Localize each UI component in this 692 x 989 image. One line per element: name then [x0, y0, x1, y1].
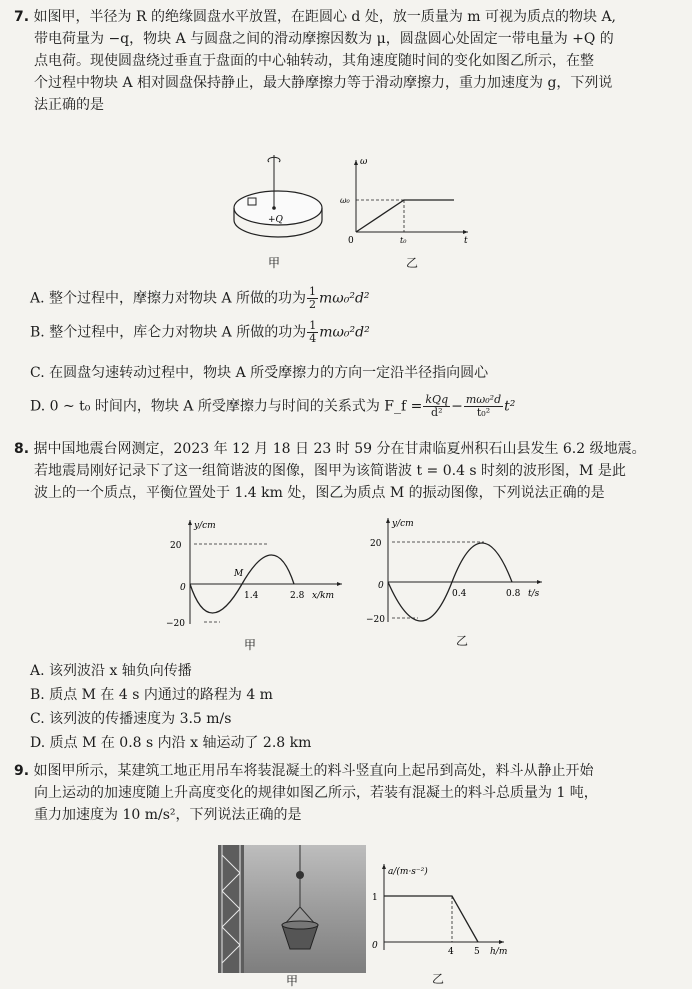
q8-line-2: 若地震局刚好记录下了这一组简谐波的图像，图甲为该简谐波 t = 0.4 s 时刻的波形图，M 是此 [34, 463, 626, 479]
x2-label: 2.8 [290, 591, 305, 601]
q8-figure-jia-waveform [164, 512, 354, 632]
q7-figure-yi-caption: 乙 [406, 256, 419, 270]
q7-line-2: 带电荷量为 −q，物块 A 与圆盘之间的滑动摩擦因数为 μ，圆盘圆心处固定一带电量为 +Q 的 [34, 31, 614, 47]
question-8-stem [14, 438, 684, 504]
q7-option-c: C. 在圆盘匀速转动过程中，物块 A 所受摩擦力的方向一定沿半径指向圆心 [30, 365, 489, 381]
fraction: $\frac{1}{4}$ [309, 319, 317, 345]
q7-line-4: 个过程中物块 A 相对圆盘保持静止，最大静摩擦力等于滑动摩擦力，重力加速度为 g，下列说 [34, 75, 613, 91]
question-9-stem [14, 760, 684, 826]
ylabel: y/cm [392, 519, 414, 529]
q8-figure-yi-vibration [366, 510, 556, 630]
y-top-label: 20 [170, 541, 182, 551]
y-bottom-label: −20 [166, 619, 185, 629]
t0-label: t₀ [400, 236, 407, 245]
y-top-label: 20 [370, 539, 382, 549]
question-number: 8. [14, 441, 30, 457]
ylabel: y/cm [194, 521, 216, 531]
q9-line-1: 9. 如图甲所示，某建筑工地正用吊车将装混凝土的料斗竖直向上起吊到高处，料斗从静止开始 [14, 763, 594, 779]
charge-label: +Q [268, 215, 283, 225]
y-bottom-label: −20 [366, 615, 385, 625]
question-7-stem [14, 6, 684, 116]
origin-label: 0 [378, 581, 384, 591]
x1-label: 0.4 [452, 589, 467, 599]
xlabel: h/m [490, 947, 508, 957]
axis-omega: ω [360, 157, 368, 167]
q8-option-c: C. 该列波的传播速度为 3.5 m/s [30, 711, 232, 727]
q7-line-5: 法正确的是 [34, 97, 104, 113]
q7-line-1: 7. 如图甲，半径为 R 的绝缘圆盘水平放置，在距圆心 d 处，放一质量为 m 可视为质点的物块 A, [14, 9, 617, 25]
q9-figure-jia-caption: 甲 [286, 974, 299, 988]
y1-label: 1 [372, 893, 378, 903]
q7-figure-jia-disk [228, 150, 328, 250]
question-number: 9. [14, 763, 30, 779]
q9-line-3: 重力加速度为 10 m/s²，下列说法正确的是 [34, 807, 302, 823]
xlabel: x/km [312, 591, 335, 601]
origin-label: 0 [372, 941, 378, 951]
question-number: 7. [14, 9, 30, 25]
q9-figure-jia-photo [218, 845, 366, 973]
x2-label: 0.8 [506, 589, 521, 599]
q8-option-b: B. 质点 M 在 4 s 内通过的路程为 4 m [30, 687, 273, 703]
x2-label: 5 [474, 947, 480, 957]
q8-option-d: D. 质点 M 在 0.8 s 内沿 x 轴运动了 2.8 km [30, 735, 312, 751]
fraction: $\frac{\text{mω₀²d}}{\text{t₀²}}$ [465, 393, 502, 419]
q9-figure-yi-caption: 乙 [432, 972, 445, 986]
q7-option-d: D. 0 ~ t₀ 时间内，物块 A 所受摩擦力与时间的关系式为 F_f = $\frac{\text{kQq}}{\text{d²}}$ − $\frac{\text{mω₀²d}}{\text{t₀²}}$ t² [30, 393, 516, 419]
q7-line-3: 点电荷。现使圆盘绕过垂直于盘面的中心轴转动，其角速度随时间的变化如图乙所示，在整 [34, 53, 594, 69]
ylabel: a/(m·s⁻²) [388, 867, 428, 877]
x1-label: 4 [448, 947, 454, 957]
origin-label: 0 [348, 236, 354, 246]
point-m-label: M [234, 569, 244, 579]
q8-line-1: 8. 据中国地震台网测定，2023 年 12 月 18 日 23 时 59 分在甘肃临夏州积石山县发生 6.2 级地震。 [14, 441, 646, 457]
q8-line-3: 波上的一个质点，平衡位置处于 1.4 km 处，图乙为质点 M 的振动图像，下列说法正确的是 [34, 485, 605, 501]
xlabel: t/s [528, 589, 540, 599]
x1-label: 1.4 [244, 591, 259, 601]
axis-t: t [464, 236, 468, 246]
q7-figure-yi-graph [336, 152, 476, 247]
q7-option-b: B. 整个过程中，库仑力对物块 A 所做的功为 $\frac{1}{4}$ mω₀²d² [30, 319, 370, 345]
crane-photo-drawing [218, 845, 366, 973]
fraction: $\frac{\text{kQq}}{\text{d²}}$ [425, 393, 449, 419]
origin-label: 0 [180, 583, 186, 593]
q9-line-2: 向上运动的加速度随上升高度变化的规律如图乙所示，若装有混凝土的料斗总质量为 1 吨， [34, 785, 598, 801]
omega0-label: ω₀ [340, 196, 350, 205]
q9-figure-yi-graph [360, 858, 520, 958]
fraction: $\frac{1}{2}$ [309, 285, 317, 311]
q8-figure-jia-caption: 甲 [244, 638, 257, 652]
q8-option-a: A. 该列波沿 x 轴负向传播 [30, 663, 192, 679]
q8-figure-yi-caption: 乙 [456, 634, 469, 648]
q7-figure-jia-caption: 甲 [268, 256, 281, 270]
q7-option-a: A. 整个过程中，摩擦力对物块 A 所做的功为 $\frac{1}{2}$ mω₀²d² [30, 285, 370, 311]
